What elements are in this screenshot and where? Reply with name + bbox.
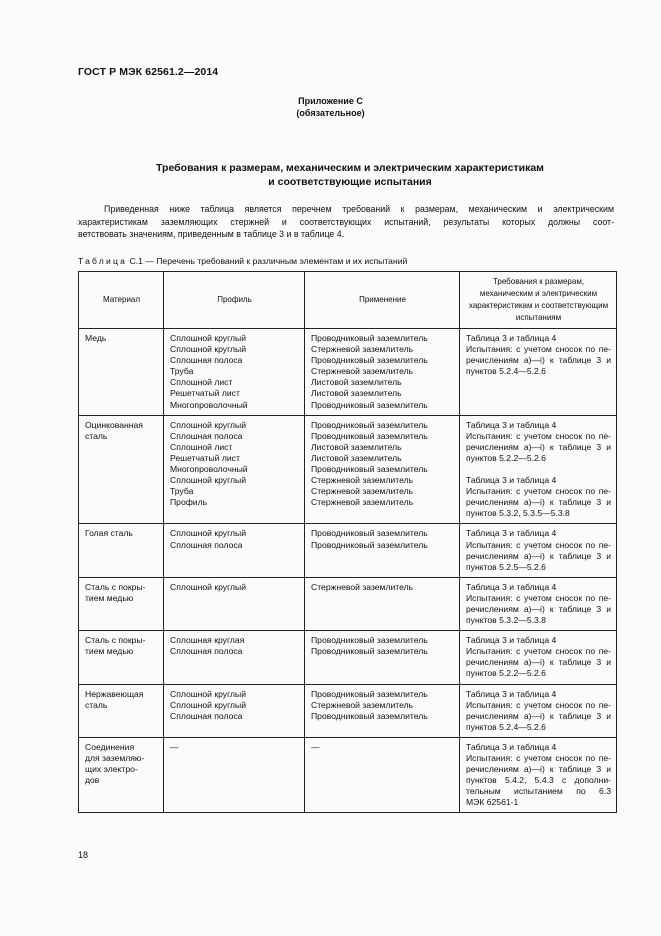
cell-line: МЭК 62561-1 [466, 797, 519, 808]
cell-line: пунктов 5.2.2—5.2.6 [466, 452, 546, 463]
cell-line: пунктов 5.2.4—5.2.6 [466, 366, 546, 377]
table-caption [78, 256, 407, 266]
intro-line: ветствовать значениям, приведенным в таблице 3 и в таблице 4. [78, 229, 345, 240]
cell-line: Проводниковый заземлитель [311, 355, 428, 366]
cell-line: Стержневой заземлитель [311, 486, 414, 497]
cell-line: Испытания: с учетом сносок по пе- [466, 646, 611, 657]
cell-line: — [170, 741, 179, 752]
material-cell [79, 415, 164, 524]
cell-line: Таблица 3 и таблица 4 [466, 581, 557, 592]
material-cell [79, 577, 164, 630]
cell-line: Сплошная полоса [170, 355, 243, 366]
cell-line: речислениям а)—i) к таблице 3 и [466, 603, 611, 614]
cell-line: пунктов 5.4.2, 5.4.3 с дополни- [466, 775, 611, 786]
cell-line: Сплошной круглый [170, 419, 247, 430]
cell-line: Стержневой заземлитель [311, 344, 414, 355]
cell-line: Проводниковый заземлитель [311, 430, 428, 441]
application-cell [305, 737, 460, 813]
cell-line: тием медью [85, 592, 134, 603]
profile-cell [164, 524, 305, 577]
cell-line: сталь [85, 699, 108, 710]
cell-line: пунктов 5.3.2, 5.3.5—5.3.8 [466, 508, 570, 519]
table-row [79, 577, 617, 630]
application-cell [305, 684, 460, 737]
profile-cell [164, 631, 305, 684]
cell-line: Проводниковый заземлитель [311, 419, 428, 430]
cell-line: Сплошная полоса [170, 710, 243, 721]
table-caption-text: — Перечень требований к различным элементам и их испытаний [145, 256, 408, 266]
application-cell [305, 631, 460, 684]
cell-line: Решетчатый лист [170, 452, 240, 463]
cell-line: Испытания: с учетом сносок по пе- [466, 699, 611, 710]
cell-line: Проводниковый заземлитель [311, 333, 428, 343]
page-number: 18 [78, 850, 89, 860]
intro-line: Приведенная ниже таблица является перечнем требований к размерам, механическим и электрическим [104, 204, 614, 214]
cell-line: Сплошная полоса [170, 646, 243, 657]
profile-cell [164, 577, 305, 630]
cell-line: Стержневой заземлитель [311, 497, 414, 508]
cell-line: Испытания: с учетом сносок по пе- [466, 430, 611, 441]
cell-line: щих электро- [85, 764, 138, 775]
section-heading-line-1: Требования к размерам, механическим и электрическим характеристикам [156, 162, 544, 174]
cell-line: пунктов 5.2.5—5.2.6 [466, 561, 546, 572]
cell-line: Стержневой заземлитель [311, 581, 414, 592]
header-material: Материал [79, 272, 164, 329]
cell-line: сталь [85, 430, 108, 441]
cell-line: Сталь с покры- [85, 635, 146, 646]
table-row [79, 737, 617, 813]
cell-line: Стержневой заземлитель [311, 366, 414, 377]
table-row [79, 524, 617, 577]
cell-line: Листовой заземлитель [311, 441, 402, 452]
cell-line: Сплошной круглый [170, 699, 247, 710]
application-cell [305, 524, 460, 577]
cell-line: Таблица 3 и таблица 4 [466, 635, 557, 646]
profile-cell [164, 329, 305, 416]
section-heading-line-2: и соответствующие испытания [268, 176, 432, 188]
cell-line: Сплошной круглый [170, 475, 247, 486]
material-cell [79, 737, 164, 813]
cell-line: Проводниковый заземлитель [311, 635, 428, 646]
table-body [79, 329, 617, 813]
material-cell [79, 524, 164, 577]
cell-line: Проводниковый заземлитель [311, 710, 428, 721]
cell-line: Таблица 3 и таблица 4 [466, 741, 557, 752]
cell-line: речислениям а)—i) к таблице 3 и [466, 710, 611, 721]
material-cell [79, 631, 164, 684]
cell-line: Сплошная полоса [170, 430, 243, 441]
intro-line: характеристикам заземляющих стержней и соответствующих испытаний, результаты которых должны соот- [78, 216, 614, 227]
cell-line: Проводниковый заземлитель [311, 528, 428, 539]
cell-line: Труба [170, 486, 194, 497]
cell-line: Сплошной лист [170, 377, 233, 388]
cell-line: речислениям а)—i) к таблице 3 и [466, 657, 611, 668]
cell-line: дов [85, 775, 100, 786]
header-profile: Профиль [164, 272, 305, 329]
cell-line: Испытания: с учетом сносок по пе- [466, 539, 611, 550]
cell-line: речислениям а)—i) к таблице 3 и [466, 441, 611, 452]
requirements-cell [460, 329, 617, 416]
table-caption-number: С.1 [129, 256, 143, 266]
table-row [79, 684, 617, 737]
application-cell [305, 577, 460, 630]
cell-line: Соединения [85, 741, 135, 752]
cell-line: Листовой заземлитель [311, 377, 402, 388]
cell-line: Труба [170, 366, 194, 377]
profile-cell [164, 737, 305, 813]
annex-title: Приложение С [298, 96, 363, 106]
cell-line: Решетчатый лист [170, 388, 240, 399]
requirements-cell [460, 577, 617, 630]
profile-cell [164, 684, 305, 737]
cell-line: Сплошной круглый [170, 333, 247, 343]
table-header-row [79, 272, 617, 329]
cell-line: Многопроволочный [170, 464, 248, 475]
material-cell [79, 684, 164, 737]
cell-line: речислениям а)—i) к таблице 3 и [466, 764, 611, 775]
cell-line: Таблица 3 и таблица 4 [466, 475, 557, 486]
cell-line: речислениям а)—i) к таблице 3 и [466, 355, 611, 366]
cell-line: Сплошная круглая [170, 635, 245, 646]
requirements-cell [460, 631, 617, 684]
cell-line: Проводниковый заземлитель [311, 646, 428, 657]
document-code: ГОСТ Р МЭК 62561.2—2014 [78, 66, 219, 78]
cell-line: Проводниковый заземлитель [311, 464, 428, 475]
cell-line: Таблица 3 и таблица 4 [466, 419, 557, 430]
cell-line: Испытания: с учетом сносок по пе- [466, 592, 611, 603]
cell-line: Сплошной лист [170, 441, 233, 452]
cell-line: Сплошной круглый [170, 344, 247, 355]
cell-line: Таблица 3 и таблица 4 [466, 688, 557, 699]
requirements-cell [460, 684, 617, 737]
table-row [79, 631, 617, 684]
cell-line: Оцинкованная [85, 419, 143, 430]
cell-line: Многопроволочный [170, 399, 248, 410]
header-requirements: Требования к размерам, механическим и электрическим характеристикам и соответствующим испытаниям [460, 272, 617, 329]
material-cell [79, 329, 164, 416]
requirements-cell [460, 737, 617, 813]
requirements-cell [460, 415, 617, 524]
cell-line: Стержневой заземлитель [311, 475, 414, 486]
header-application: Применение [305, 272, 460, 329]
cell-line: речислениям а)—i) к таблице 3 и [466, 550, 611, 561]
profile-cell [164, 415, 305, 524]
cell-line: тельным испытанием по 6.3 [466, 786, 611, 797]
cell-line: Сплошной круглый [170, 688, 247, 699]
table-row [79, 415, 617, 524]
requirements-table [78, 271, 617, 813]
cell-line: пунктов 5.3.2—5.3.8 [466, 615, 546, 626]
cell-line: пунктов 5.2.2—5.2.6 [466, 668, 546, 679]
cell-line: Профиль [170, 497, 208, 508]
cell-line: Листовой заземлитель [311, 388, 402, 399]
application-cell [305, 415, 460, 524]
cell-line: Испытания: с учетом сносок по пе- [466, 486, 611, 497]
cell-line: Медь [85, 333, 107, 343]
table-row [79, 329, 617, 416]
cell-line: Испытания: с учетом сносок по пе- [466, 344, 611, 355]
application-cell [305, 329, 460, 416]
cell-line: тием медью [85, 646, 134, 657]
cell-line: Нержавеющая [85, 688, 144, 699]
cell-line: Проводниковый заземлитель [311, 688, 428, 699]
cell-line: пунктов 5.2.4—5.2.6 [466, 721, 546, 732]
cell-line: Стержневой заземлитель [311, 699, 414, 710]
requirements-cell [460, 524, 617, 577]
cell-line: Испытания: с учетом сносок по пе- [466, 753, 611, 763]
cell-line: Таблица 3 и таблица 4 [466, 528, 557, 539]
cell-line: речислениям а)—i) к таблице 3 и [466, 497, 611, 508]
cell-line: — [311, 741, 320, 752]
cell-line: Таблица 3 и таблица 4 [466, 333, 557, 343]
cell-line: Сталь с покры- [85, 581, 146, 592]
cell-line: для заземляю- [85, 753, 145, 763]
cell-line: Проводниковый заземлитель [311, 539, 428, 550]
cell-line: Сплошная полоса [170, 539, 243, 550]
cell-line: Голая сталь [85, 528, 133, 539]
cell-line: Проводниковый заземлитель [311, 399, 428, 410]
cell-line: Листовой заземлитель [311, 452, 402, 463]
intro-paragraph [78, 203, 614, 241]
table-caption-label: Таблица [78, 256, 128, 266]
annex-status: (обязательное) [296, 108, 365, 118]
cell-line: Сплошной круглый [170, 528, 247, 539]
cell-line: Сплошной круглый [170, 581, 247, 592]
block-gap [466, 464, 611, 475]
